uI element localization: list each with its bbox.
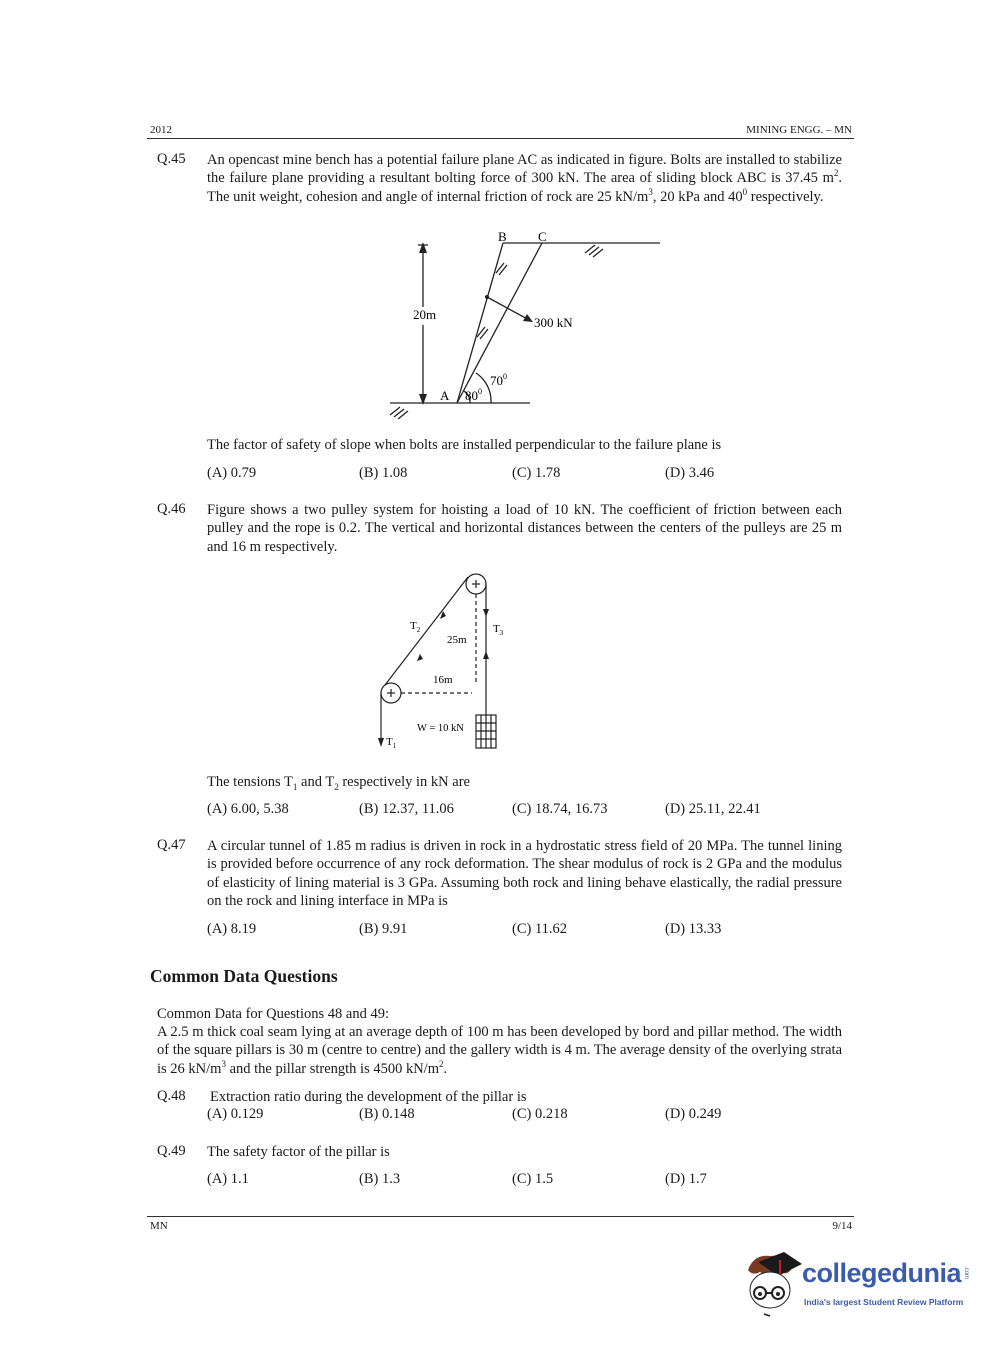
q46-option-a: (A) 6.00, 5.38 [207,801,289,817]
brand-name: collegedunia [802,1258,962,1288]
question-45-text: An opencast mine bench has a potential failure plane AC as indicated in figure. Bolts are installed to stabilize the failure plane providing a resultant bolting force of 300 kN. The area of sliding block ABC is 37.45 $m^2$. The unit weight, cohesion and angle of internal friction of rock are 25 $kN/m^3$, 20 kPa and $40^0$ respectively. [207,152,842,205]
q47-option-b: (B) 9.91 [359,921,408,937]
question-45-prompt: The factor of safety of slope when bolts are installed perpendicular to the failure plane is [207,437,722,453]
pulley-system-figure [360,565,520,755]
q47-option-d: (D) 13.33 [665,921,722,937]
vertical-distance-label: 25m [447,634,467,646]
mascot-icon [740,1248,802,1318]
t3-label: $T_3$ [493,623,504,637]
slope-failure-figure [380,225,670,420]
angle-80-label: $80^0$ [465,387,482,403]
q46-option-d: (D) 25.11, 22.41 [665,801,761,817]
q49-option-a: (A) 1.1 [207,1171,249,1187]
question-number-46: Q.46 [157,501,186,517]
t2-label: $T_2$ [410,620,421,634]
common-data-heading: Common Data Questions [150,966,338,986]
common-data-intro: Common Data for Questions 48 and 49: [157,1006,389,1022]
footer-rule [147,1216,854,1217]
question-48-text: Extraction ratio during the development of the pillar is [210,1089,527,1105]
question-46-text: Figure shows a two pulley system for hoisting a load of 10 kN. The coefficient of friction between each pulley and the rope is 0.2. The vertical and horizontal distances between the centers of the pulleys are 25 m and 16 m respectively. [207,502,842,555]
q49-option-d: (D) 1.7 [665,1171,707,1187]
q48-option-b: (B) 0.148 [359,1106,415,1122]
brand-dotcom: .com [963,1266,969,1280]
q45-option-b: (B) 1.08 [359,465,408,481]
question-number-47: Q.47 [157,837,186,853]
exam-subject: MINING ENGG. – MN [746,124,852,136]
label-b: B [498,229,507,244]
label-c: C [538,229,547,244]
force-label: 300 kN [534,315,573,330]
q45-option-c: (C) 1.78 [512,465,561,481]
q45-option-a: (A) 0.79 [207,465,257,481]
question-number-48: Q.48 [157,1088,186,1104]
footer-page-number: 9/14 [832,1220,852,1232]
question-47-text: A circular tunnel of 1.85 m radius is driven in rock in a hydrostatic stress field of 20 MPa. The tunnel lining is provided before occurrence of any rock deformation. The shear modulus of rock is 2 GPa and the modulus of elasticity of lining material is 3 GPa. Assuming both rock and lining behave elastically, the radial pressure on the rock and lining interface in MPa is [207,838,842,909]
horizontal-distance-label: 16m [433,674,453,686]
footer-code: MN [150,1220,168,1232]
angle-70-label: $70^0$ [490,372,507,388]
brand-tagline: India's largest Student Review Platform [804,1297,964,1307]
question-number-45: Q.45 [157,151,186,167]
label-a: A [440,388,450,403]
q46-option-b: (B) 12.37, 11.06 [359,801,454,817]
q47-option-c: (C) 11.62 [512,921,568,937]
height-label: 20m [413,307,437,322]
q48-option-a: (A) 0.129 [207,1106,264,1122]
q47-option-a: (A) 8.19 [207,921,257,937]
collegedunia-watermark[interactable] [740,1248,980,1320]
header-rule [147,138,854,139]
q46-option-c: (C) 18.74, 16.73 [512,801,608,817]
question-49-text: The safety factor of the pillar is [207,1144,390,1160]
exam-year: 2012 [150,124,172,136]
q48-option-d: (D) 0.249 [665,1106,722,1122]
q49-option-b: (B) 1.3 [359,1171,401,1187]
q49-option-c: (C) 1.5 [512,1171,554,1187]
common-data-text: A 2.5 m thick coal seam lying at an average depth of 100 m has been developed by bord and pillar method. The width of the square pillars is 30 m (centre to centre) and the gallery width is 4 m. The average density of the overlying strata is 26 $kN/m^3$ and the pillar strength is 4500 $kN/m^2$. [157,1024,842,1077]
q48-option-c: (C) 0.218 [512,1106,568,1122]
question-46-prompt: The tensions $T_1$ and $T_2$ respectively in kN are [207,774,470,792]
weight-label: W = 10 kN [417,723,464,734]
t1-label: $T_1$ [386,736,397,750]
q45-option-d: (D) 3.46 [665,465,715,481]
question-number-49: Q.49 [157,1143,186,1159]
